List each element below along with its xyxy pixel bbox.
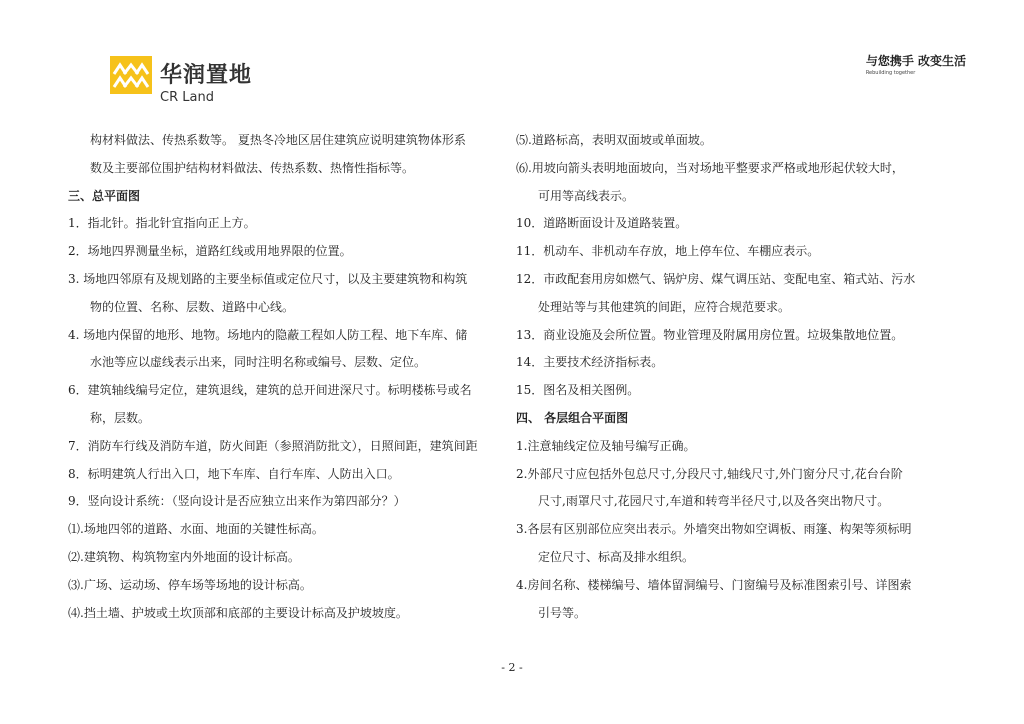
text-line: 8．标明建筑人行出入口，地下车库、自行车库、人防出入口。 (68, 466, 400, 481)
text-line: 水池等应以虚线表示出来，同时注明名称或编号、层数、定位。 (90, 355, 427, 370)
logo-chevrons-icon (110, 56, 152, 94)
slogan (866, 52, 966, 76)
text-line: 9．竖向设计系统：（竖向设计是否应独立出来作为第四部分？） (68, 494, 406, 509)
page-number: - 2 - (501, 661, 523, 674)
text-line: 11．机动车、非机动车存放，地上停车位、车棚应表示。 (516, 244, 820, 259)
text-line: 称，层数。 (90, 410, 151, 425)
text-line: ⑷.挡土墙、护坡或土坎顶部和底部的主要设计标高及护坡坡度。 (68, 605, 408, 620)
text-line: 13．商业设施及会所位置。物业管理及附属用房位置。垃圾集散地位置。 (516, 327, 904, 342)
text-line: 4. 场地内保留的地形、地物。场地内的隐蔽工程如人防工程、地下车库、储 (68, 327, 468, 342)
text-line: 1.注意轴线定位及轴号编写正确。 (516, 438, 696, 453)
right-text-column (516, 127, 956, 627)
text-line: 7．消防车行线及消防车道，防火间距（参照消防批文），日照间距，建筑间距 (68, 438, 478, 453)
text-line: 15．图名及相关图例。 (516, 383, 640, 398)
text-line: 10．道路断面设计及道路装置。 (516, 216, 688, 231)
text-line: ⑸.道路标高，表明双面坡或单面坡。 (516, 133, 712, 147)
text-line: 2．场地四界测量坐标，道路红线或用地界限的位置。 (68, 244, 352, 259)
text-line: 物的位置、名称、层数、道路中心线。 (90, 299, 295, 314)
text-line: 构材料做法、传热系数等。 夏热冬冷地区居住建筑应说明建筑物体形系 (90, 133, 466, 147)
slogan-english: Rebuilding together (865, 70, 916, 76)
text-line: 14．主要技术经济指标表。 (516, 355, 664, 370)
text-line: 处理站等与其他建筑的间距，应符合规范要求。 (538, 299, 791, 314)
text-line: 定位尺寸、标高及排水组织。 (538, 549, 695, 564)
text-line: 引号等。 (538, 605, 587, 620)
text-line: ⑶.广场、运动场、停车场等场地的设计标高。 (68, 577, 312, 592)
text-line: 6．建筑轴线编号定位，建筑退线，建筑的总开间进深尺寸。标明楼栋号或名 (68, 383, 472, 398)
text-line: 数及主要部位围护结构材料做法、传热系数、热惰性指标等。 (90, 160, 415, 175)
text-line: ⑹.用坡向箭头表明地面坡向，当对场地平整要求严格或地形起伏较大时， (516, 160, 904, 175)
text-line: ⑵.建筑物、构筑物室内外地面的设计标高。 (68, 549, 300, 564)
section-heading: 三、总平面图 (68, 188, 141, 203)
text-line: 12．市政配套用房如燃气、锅炉房、煤气调压站、变配电室、箱式站、污水 (516, 271, 916, 286)
text-line: 可用等高线表示。 (538, 188, 635, 203)
text-line: 2.外部尺寸应包括外包总尺寸,分段尺寸,轴线尺寸,外门窗分尺寸,花台台阶 (516, 466, 903, 481)
left-text-column (68, 127, 498, 627)
text-line: 3.各层有区别部位应突出表示。外墙突出物如空调板、雨篷、构架等须标明 (516, 522, 912, 537)
logo-english-name: CR Land (160, 90, 214, 105)
section-heading: 四、 各层组合平面图 (516, 410, 629, 425)
text-line: 4.房间名称、楼梯编号、墙体留洞编号、门窗编号及标准图索引号、详图索 (516, 577, 912, 592)
cr-land-logo (110, 56, 260, 112)
text-line: 3. 场地四邻原有及规划路的主要坐标值或定位尺寸，以及主要建筑物和构筑 (68, 271, 468, 286)
text-line: ⑴.场地四邻的道路、水面、地面的关键性标高。 (68, 522, 324, 537)
logo-chinese-name: 华润置地 (160, 63, 253, 88)
text-line: 1．指北针。指北针宜指向正上方。 (68, 216, 256, 231)
text-line: 尺寸,雨罩尺寸,花园尺寸,车道和转弯半径尺寸,以及各突出物尺寸。 (538, 494, 890, 509)
cr-land-logo-mark (110, 56, 152, 94)
slogan-chinese: 与您携手 改变生活 (865, 54, 966, 68)
